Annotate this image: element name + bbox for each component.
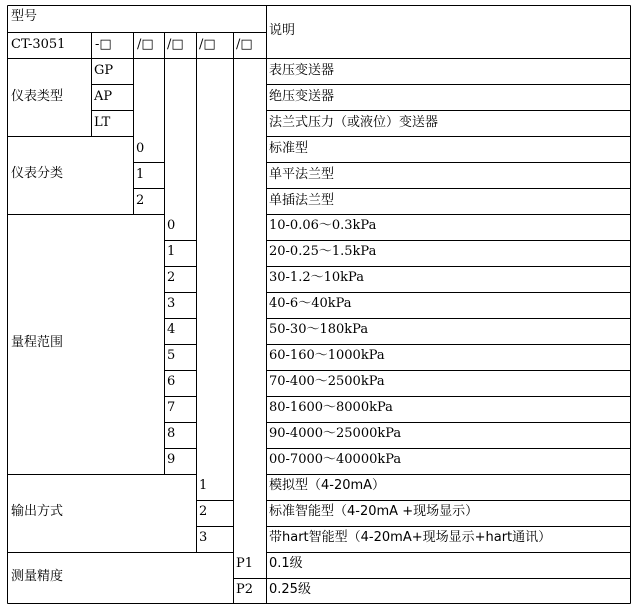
class-description: 标准型	[269, 141, 309, 156]
class-code: 1	[136, 167, 145, 182]
group-label-output: 输出方式	[11, 504, 64, 519]
output-code: 2	[199, 504, 208, 519]
accuracy-description: 0.25级	[269, 582, 311, 597]
range-description: 30-1.2～10kPa	[269, 270, 364, 285]
range-code: 0	[167, 218, 176, 233]
description-header: 说明	[269, 23, 296, 38]
accuracy-code: P2	[236, 582, 254, 597]
range-code: 1	[167, 244, 176, 259]
range-description: 10-0.06～0.3kPa	[269, 218, 377, 233]
accuracy-description: 0.1级	[269, 556, 303, 571]
code-slot-range: /□	[167, 37, 184, 52]
class-description: 单平法兰型	[269, 167, 335, 182]
range-description: 20-0.25～1.5kPa	[269, 244, 377, 259]
output-description: 标准智能型（4-20mA +现场显示）	[269, 504, 479, 519]
group-label-class: 仪表分类	[11, 166, 64, 181]
group-label-accuracy: 测量精度	[11, 569, 64, 584]
output-code: 1	[199, 478, 208, 493]
model-prefix: CT-3051	[11, 37, 66, 52]
range-code: 8	[167, 426, 176, 441]
range-description: 60-160～1000kPa	[269, 348, 385, 363]
code-slot-class: /□	[137, 37, 154, 52]
code-slot-accuracy: /□	[236, 37, 253, 52]
range-code: 6	[167, 374, 176, 389]
class-code: 0	[136, 141, 145, 156]
accuracy-code: P1	[236, 556, 254, 571]
code-slot-output: /□	[199, 37, 216, 52]
type-code: AP	[94, 89, 113, 104]
output-description: 模拟型（4-20mA）	[269, 478, 386, 493]
type-code: LT	[94, 115, 111, 130]
type-code: GP	[94, 63, 114, 78]
class-code: 2	[136, 193, 145, 208]
range-description: 50-30～180kPa	[269, 322, 369, 337]
range-code: 2	[167, 270, 176, 285]
output-code: 3	[199, 530, 208, 545]
range-description: 40-6～40kPa	[269, 296, 352, 311]
range-code: 9	[167, 452, 176, 467]
range-description: 70-400～2500kPa	[269, 374, 385, 389]
type-description: 表压变送器	[269, 63, 335, 78]
type-description: 绝压变送器	[269, 89, 335, 104]
type-description: 法兰式压力（或液位）变送器	[269, 115, 439, 130]
group-label-type: 仪表类型	[11, 89, 64, 104]
group-label-range: 量程范围	[11, 335, 64, 350]
model-header: 型号	[11, 9, 38, 24]
range-code: 3	[167, 296, 176, 311]
class-description: 单插法兰型	[269, 193, 335, 208]
code-slot-type: -□	[95, 37, 112, 52]
output-description: 带hart智能型（4-20mA+现场显示+hart通讯）	[269, 530, 552, 545]
range-description: 90-4000～25000kPa	[269, 426, 402, 441]
range-code: 7	[167, 400, 176, 415]
range-description: 80-1600～8000kPa	[269, 400, 393, 415]
range-description: 00-7000～40000kPa	[269, 452, 402, 467]
range-code: 5	[167, 348, 176, 363]
range-code: 4	[167, 322, 176, 337]
